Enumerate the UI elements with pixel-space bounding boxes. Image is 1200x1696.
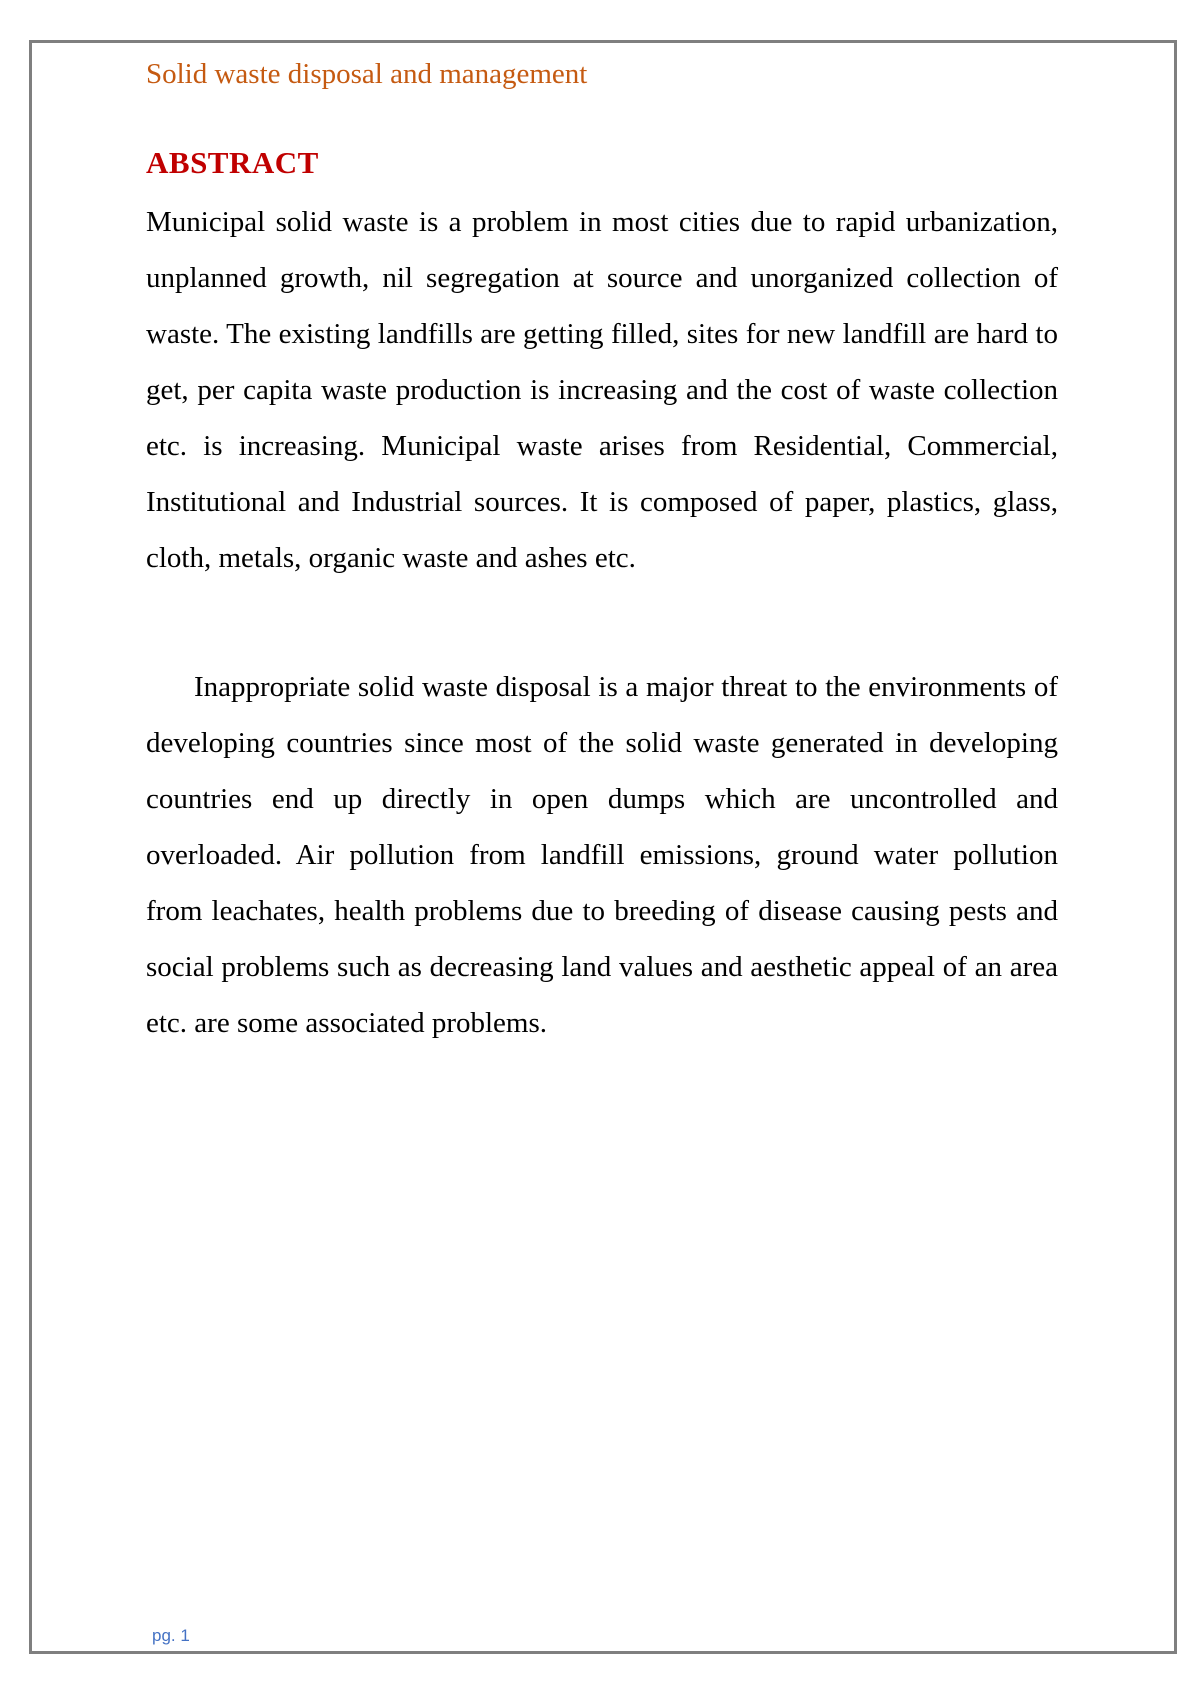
abstract-paragraph-2: Inappropriate solid waste disposal is a major threat to the environments of developing countries since most of the solid waste generated in developing countries end up directly in open dumps which are uncontrolled and overloaded. Air pollution from landfill emissions, ground water pollution from leachates, health problems due to breeding of disease causing pests and social problems such as decreasing land values and aesthetic appeal of an area etc. are some associated problems.	[146, 671, 1058, 1039]
abstract-heading: ABSTRACT	[146, 145, 319, 180]
running-header: Solid waste disposal and management	[146, 58, 588, 90]
abstract-paragraph-1: Municipal solid waste is a problem in most cities due to rapid urbanization, unplanned growth, nil segregation at source and unorganized collection of waste. The existing landfills are getting filled, sites for new landfill are hard to get, per capita waste production is increasing and the cost of waste collection etc. is increasing. Municipal waste arises from Residential, Commercial, Institutional and Industrial sources. It is composed of paper, plastics, glass, cloth, metals, organic waste and ashes etc.	[146, 206, 1058, 574]
page-number: pg. 1	[152, 1626, 190, 1645]
